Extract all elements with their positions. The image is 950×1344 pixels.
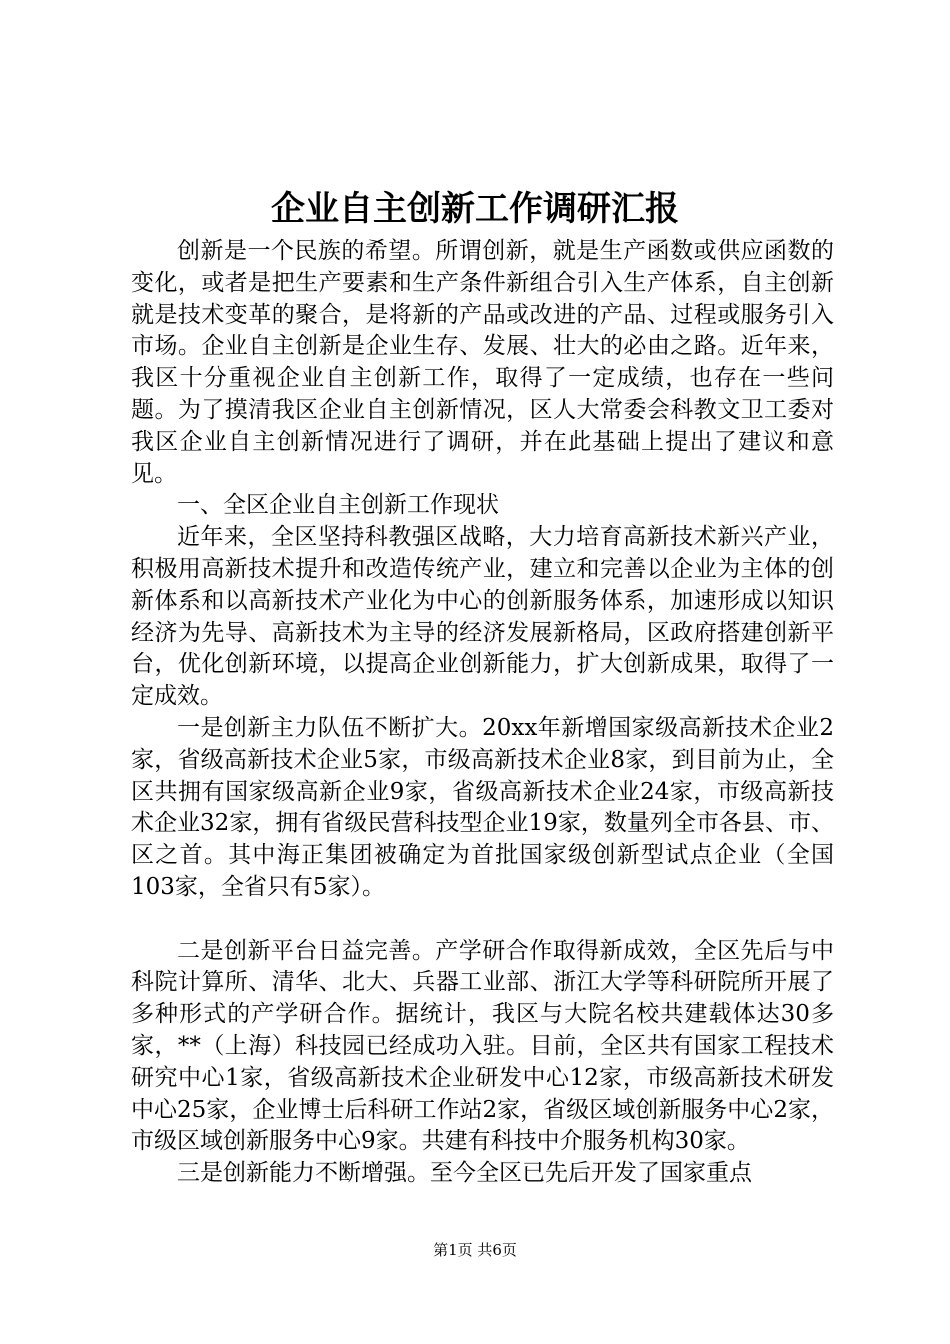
paragraph-point-two: 二是创新平台日益完善。产学研合作取得新成效，全区先后与中科院计算所、清华、北大、兵器工业部、浙江大学等科研院所开展了多种形式的产学研合作。据统计，我区与大院名校共建载体达30多家，**（上海）科技园已经成功入驻。目前，全区共有国家工程技术研究中心1家，省级高新技术企业研发中心12家，市级高新技术研发中心25家，企业博士后科研工作站2家，省级区域创新服务中心2家，市级区域创新服务中心9家。共建有科技中介服务机构30家。 bbox=[131, 937, 834, 1155]
paragraph-point-one: 一是创新主力队伍不断扩大。20xx年新增国家级高新技术企业2家，省级高新技术企业5家，市级高新技术企业8家，到目前为止，全区共拥有国家级高新企业9家，省级高新技术企业24家，市级高新技术企业32家，拥有省级民营科技型企业19家，数量列全市各县、市、区之首。其中海正集团被确定为首批国家级创新型试点企业（全国103家，全省只有5家）。 bbox=[131, 714, 834, 900]
paragraph-intro: 创新是一个民族的希望。所谓创新，就是生产函数或供应函数的变化，或者是把生产要素和生产条件新组合引入生产体系，自主创新就是技术变革的聚合，是将新的产品或改进的产品、过程或服务引入市场。企业自主创新是企业生存、发展、壮大的必由之路。近年来，我区十分重视企业自主创新工作，取得了一定成绩，也存在一些问题。为了摸清我区企业自主创新情况，区人大常委会科教文卫工委对我区企业自主创新情况进行了调研，并在此基础上提出了建议和意见。 bbox=[131, 238, 834, 487]
document-title: 企业自主创新工作调研汇报 bbox=[271, 189, 679, 229]
document-body bbox=[131, 236, 834, 1190]
paragraph-point-three: 三是创新能力不断增强。至今全区已先后开发了国家重点 bbox=[177, 1160, 752, 1187]
section-heading: 一、全区企业自主创新工作现状 bbox=[177, 492, 499, 519]
page-footer: 第1页 共6页 bbox=[433, 1241, 517, 1259]
paragraph-overview: 近年来，全区坚持科教强区战略，大力培育高新技术新兴产业，积极用高新技术提升和改造传统产业，建立和完善以企业为主体的创新体系和以高新技术产业化为中心的创新服务体系，加速形成以知识经济为先导、高新技术为主导的经济发展新格局，区政府搭建创新平台，优化创新环境，以提高企业创新能力，扩大创新成果，取得了一定成效。 bbox=[131, 524, 834, 710]
